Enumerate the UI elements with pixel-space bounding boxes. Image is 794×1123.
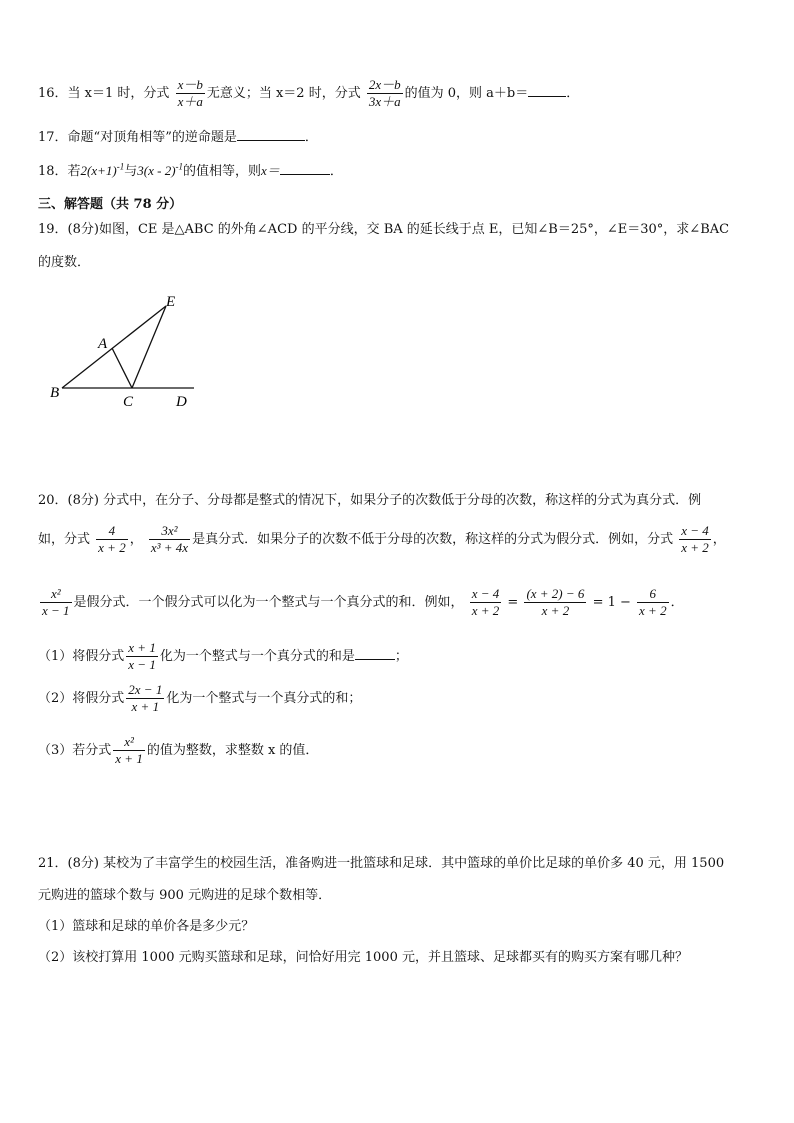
numerator: x² [40,587,72,603]
question-16 [38,78,579,109]
label-D: D [176,394,187,410]
denominator: x³ + 4x [150,540,189,555]
q16-f1-denominator: x＋a [177,94,203,109]
denominator: x + 2 [471,603,500,618]
numerator: (x + 2) − 6 [526,586,585,601]
q20-p2-text-2: 化为一个整式与一个真分式的和； [166,691,362,706]
q17-end: ． [304,130,318,145]
q20-part-2 [38,683,361,714]
q20-line-1: 20．(8分) 分式中，在分子、分母都是整式的情况下，如果分子的次数低于分母的次数，称这样的分式为真分式．例 [38,493,702,508]
q20-p3-fraction [113,735,145,766]
denominator: x − 1 [42,603,70,618]
q16-fraction-1 [176,78,205,109]
denominator: x + 2 [681,540,709,555]
label-E: E [166,294,176,310]
q20-p3-text-1: （3）若分式 [38,743,112,758]
q21-part-1: （1）篮球和足球的单价各是多少元？ [38,919,255,934]
denominator: x + 1 [115,751,143,766]
q20-l3-fraction-4 [637,587,669,618]
q20-l3-fraction-3 [524,587,586,618]
label-C: C [123,394,134,410]
numerator: x² [113,735,145,751]
q20-line-2 [38,524,726,555]
q16-f2-numerator: 2x－b [368,77,401,92]
q20-l2-end: ， [712,532,726,547]
denominator: x + 2 [639,603,667,618]
q18-text-3: 的值相等，则 [183,164,262,179]
q20-l2-text-2: 是真分式．如果分子的次数不低于分母的次数，称这样的分式为假分式．例如，分式 [192,532,674,547]
q20-l3-fraction-2 [470,587,502,618]
q20-l3-end: ． [670,595,684,610]
numerator: x + 1 [128,640,156,655]
numerator: x − 4 [471,586,500,601]
q18-var: x＝ [261,163,280,178]
numerator: 3x² [149,524,190,540]
q20-p2-text-1: （2）将假分式 [38,691,125,706]
line-CE [132,306,166,388]
denominator: x + 2 [98,540,126,555]
q19-line-2: 的度数． [38,255,91,270]
denominator: x + 1 [131,699,160,714]
q18-answer-blank[interactable] [280,162,330,175]
q20-p1-end: ； [394,649,408,664]
q20-l2-fraction-3 [679,524,711,555]
q21-line-1: 21．(8分) 某校为了丰富学生的校园生活，准备购进一批篮球和足球．其中篮球的单价比足球的单价多 40 元，用 1500 [38,856,725,871]
q20-l2-text-1: 如，分式 [38,532,91,547]
line-BE [62,306,166,388]
q16-answer-blank[interactable] [528,84,566,97]
q17-answer-blank[interactable] [237,128,305,141]
q16-f2-denominator: 3x＋a [368,94,401,109]
q16-text-1: 16． [38,86,68,101]
q18-expr-2: 3(x - 2) [137,163,176,178]
q20-l3-eq: = [507,595,519,610]
label-A: A [98,336,108,352]
q16-text-2: 当 x＝1 时，分式 [67,86,170,101]
q20-p2-fraction [126,683,164,714]
line-AC [112,348,132,388]
q16-text-4: 的值为 0，则 a＋b＝ [404,86,529,101]
q20-p1-answer-blank[interactable] [355,647,395,660]
q16-f1-numerator: x－b [177,77,203,92]
q20-line-3 [38,587,684,618]
q21-line-2: 元购进的篮球个数与 900 元购进的足球个数相等． [38,888,332,903]
q18-end: ． [329,164,343,179]
section-3-heading: 三、解答题（共 78 分） [38,197,183,212]
q17-text: 17．命题“对顶角相等”的逆命题是 [38,130,237,145]
numerator: x − 4 [681,523,709,538]
q19-line-1: 19．(8分)如图，CE 是△ABC 的外角∠ACD 的平分线，交 BA 的延长线于点 E，已知∠B＝25°，∠E＝30°，求∠BAC [38,222,730,237]
q18-exp-1: -1 [116,161,125,172]
numerator: 6 [637,587,669,603]
numerator: 2x − 1 [128,682,163,697]
q16-end: ． [566,86,580,101]
q20-l2-fraction-1 [96,524,128,555]
q18-expr-1: 2(x+1) [80,163,117,178]
numerator: 4 [96,524,128,540]
q16-text-3: 无意义；当 x＝2 时，分式 [206,86,361,101]
question-17 [38,126,318,145]
denominator: x + 2 [541,603,570,618]
q16-fraction-2 [367,78,403,109]
question-18 [38,160,343,179]
q20-p1-text-2: 化为一个整式与一个真分式的和是 [159,649,355,664]
q18-text-2: 与 [124,164,138,179]
q20-part-1 [38,641,408,672]
q19-triangle-figure [40,288,210,413]
q18-exp-2: -1 [175,161,184,172]
q20-l3-text-1: 是假分式．一个假分式可以化为一个整式与一个真分式的和．例如， [73,595,464,610]
q20-l2-fraction-2 [149,524,190,555]
q20-p1-text-1: （1）将假分式 [38,649,125,664]
q21-part-2: （2）该校打算用 1000 元购买篮球和足球，问恰好用完 1000 元，并且篮球、足球都买有的购买方案有哪几种？ [38,950,688,965]
q20-part-3 [38,735,318,766]
q20-p3-text-2: 的值为整数，求整数 x 的值． [146,743,319,758]
label-B: B [50,385,60,401]
denominator: x − 1 [128,657,156,672]
q20-l2-sep: ， [129,532,143,547]
q20-p1-fraction [126,641,158,672]
q20-l3-eq2: = 1 − [592,595,631,610]
q18-text-1: 18．若 [38,164,81,179]
q20-l3-fraction-1 [40,587,72,618]
